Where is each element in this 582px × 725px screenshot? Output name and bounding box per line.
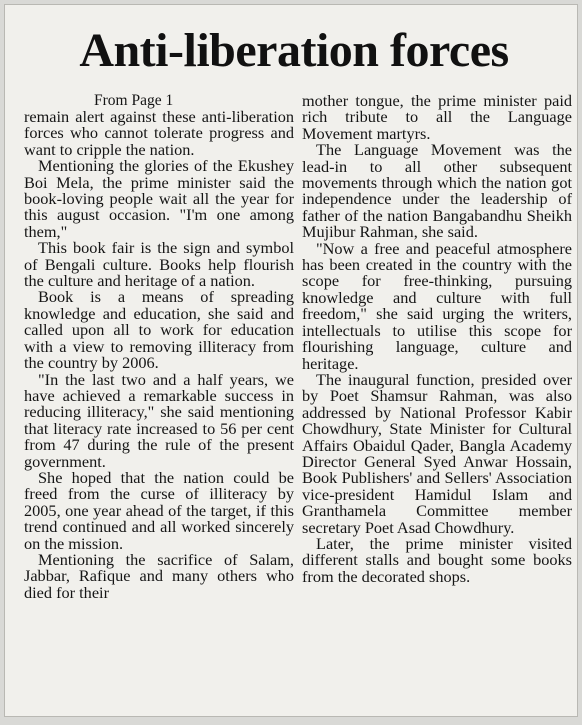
newspaper-clipping (4, 4, 578, 717)
paragraph: "Now a free and peaceful atmosphere has been created in the country with the scope for free-thinking, pursuing knowledge and culture with full freedom," she said urging the writers, intellectuals to utilise this scope for flourishing language, culture and heritage. (302, 238, 572, 373)
paragraph: The inaugural function, presided over by Poet Shamsur Rahman, was also addressed by National Professor Kabir Chowdhury, State Minister for Cultural Affairs Obaidul Qader, Bangla Academy Director General Syed Anwar Hossain, Book Publishers' and Sellers' Association vice-president Hamidul Islam and Granthamela Committee member secretary Poet Asad Chowdhury. (302, 369, 572, 537)
headline: Anti-liberation forces (79, 24, 509, 77)
paragraph: She hoped that the nation could be freed from the curse of illiteracy by 2005, one year ahead of the target, if this trend continued and all worked sincerely on the mission. (24, 467, 294, 553)
jump-label: From Page 1 (94, 92, 174, 109)
paragraph: Book is a means of spreading knowledge and education, she said and called upon all to work for education with a view to removing illiteracy from the country by 2006. (24, 287, 294, 373)
left-column (24, 93, 294, 601)
paragraph: Later, the prime minister visited different stalls and bought some books from the decorated shops. (302, 533, 572, 586)
paragraph: The Language Movement was the lead-in to all other subsequent movements through which the nation got independence under the leadership of father of the nation Bangabandhu Sheikh Mujibur Rahman, she said. (302, 140, 572, 242)
paragraph: "In the last two and a half years, we have achieved a remarkable success in reducing illiteracy," she said mentioning that literacy rate increased to 56 per cent from 47 during the rule of the present government. (24, 369, 294, 471)
paragraph: mother tongue, the prime minister paid rich tribute to all the Language Movement martyrs. (302, 91, 572, 143)
paragraph: This book fair is the sign and symbol of Bengali culture. Books help flourish the culture and heritage of a nation. (24, 238, 294, 291)
paragraph: Mentioning the sacrifice of Salam, Jabbar, Rafique and many others who died for their (24, 549, 294, 602)
paragraph: remain alert against these anti-liberation forces who cannot tolerate progress and want to cripple the nation. (24, 107, 294, 159)
paragraph: Mentioning the glories of the Ekushey Boi Mela, the prime minister said the book-loving people wait all the year for this august occasion. "I'm one among them," (24, 156, 294, 241)
right-column (302, 93, 572, 585)
